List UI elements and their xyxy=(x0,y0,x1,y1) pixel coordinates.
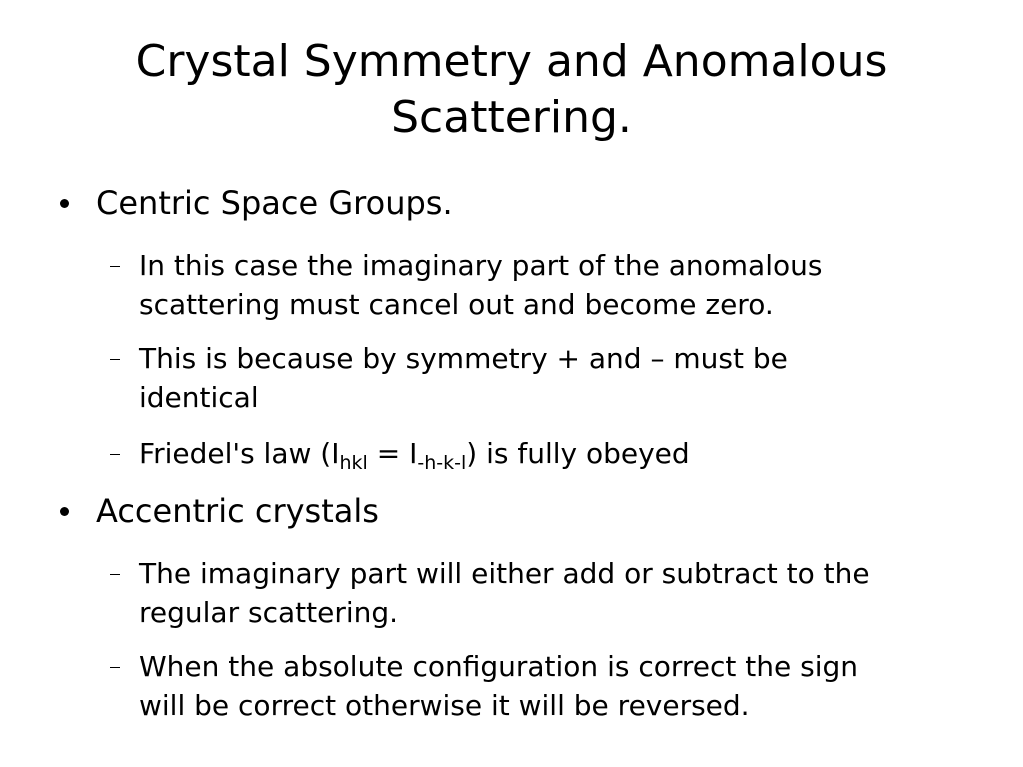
friedel-text-post: ) is fully obeyed xyxy=(466,437,690,470)
sub-bullet-dash-icon xyxy=(110,667,120,668)
friedel-text-mid: = I xyxy=(367,437,418,470)
slide-title-line-1: Crystal Symmetry and Anomalous xyxy=(135,36,888,87)
friedel-subscript-hkl: hkl xyxy=(339,452,368,474)
sub-bullet-line: will be correct otherwise it will be reversed. xyxy=(139,689,750,722)
friedel-subscript-neg-hkl: -h-k-l xyxy=(417,452,467,474)
sub-bullet-line: This is because by symmetry + and – must be xyxy=(139,342,788,375)
sub-bullet-text xyxy=(139,246,822,324)
sub-bullet-line: regular scattering. xyxy=(139,596,399,629)
bullet-text: Centric Space Groups. xyxy=(96,184,453,222)
sub-bullet-text xyxy=(139,434,690,473)
sub-bullet-text xyxy=(139,339,788,417)
slide-title-line-2: Scattering. xyxy=(391,92,632,143)
sub-bullet-dash-icon xyxy=(110,454,120,455)
bullet-text: Accentric crystals xyxy=(96,492,379,530)
bullet-dot-icon xyxy=(60,199,69,208)
sub-bullet-line xyxy=(139,434,690,473)
sub-bullet-line: scattering must cancel out and become zero. xyxy=(139,288,774,321)
sub-bullet-dash-icon xyxy=(110,266,120,267)
slide-title xyxy=(40,34,983,146)
sub-bullet-line: identical xyxy=(139,381,259,414)
sub-bullet-text xyxy=(139,554,870,632)
friedel-text-pre: Friedel's law (I xyxy=(139,437,340,470)
sub-bullet-line: In this case the imaginary part of the anomalous xyxy=(139,249,823,282)
bullet-dot-icon xyxy=(60,507,69,516)
sub-bullet-text xyxy=(139,647,858,725)
sub-bullet-line: The imaginary part will either add or subtract to the xyxy=(139,557,870,590)
sub-bullet-dash-icon xyxy=(110,359,120,360)
sub-bullet-line: When the absolute configuration is correct the sign xyxy=(139,650,859,683)
sub-bullet-dash-icon xyxy=(110,574,120,575)
